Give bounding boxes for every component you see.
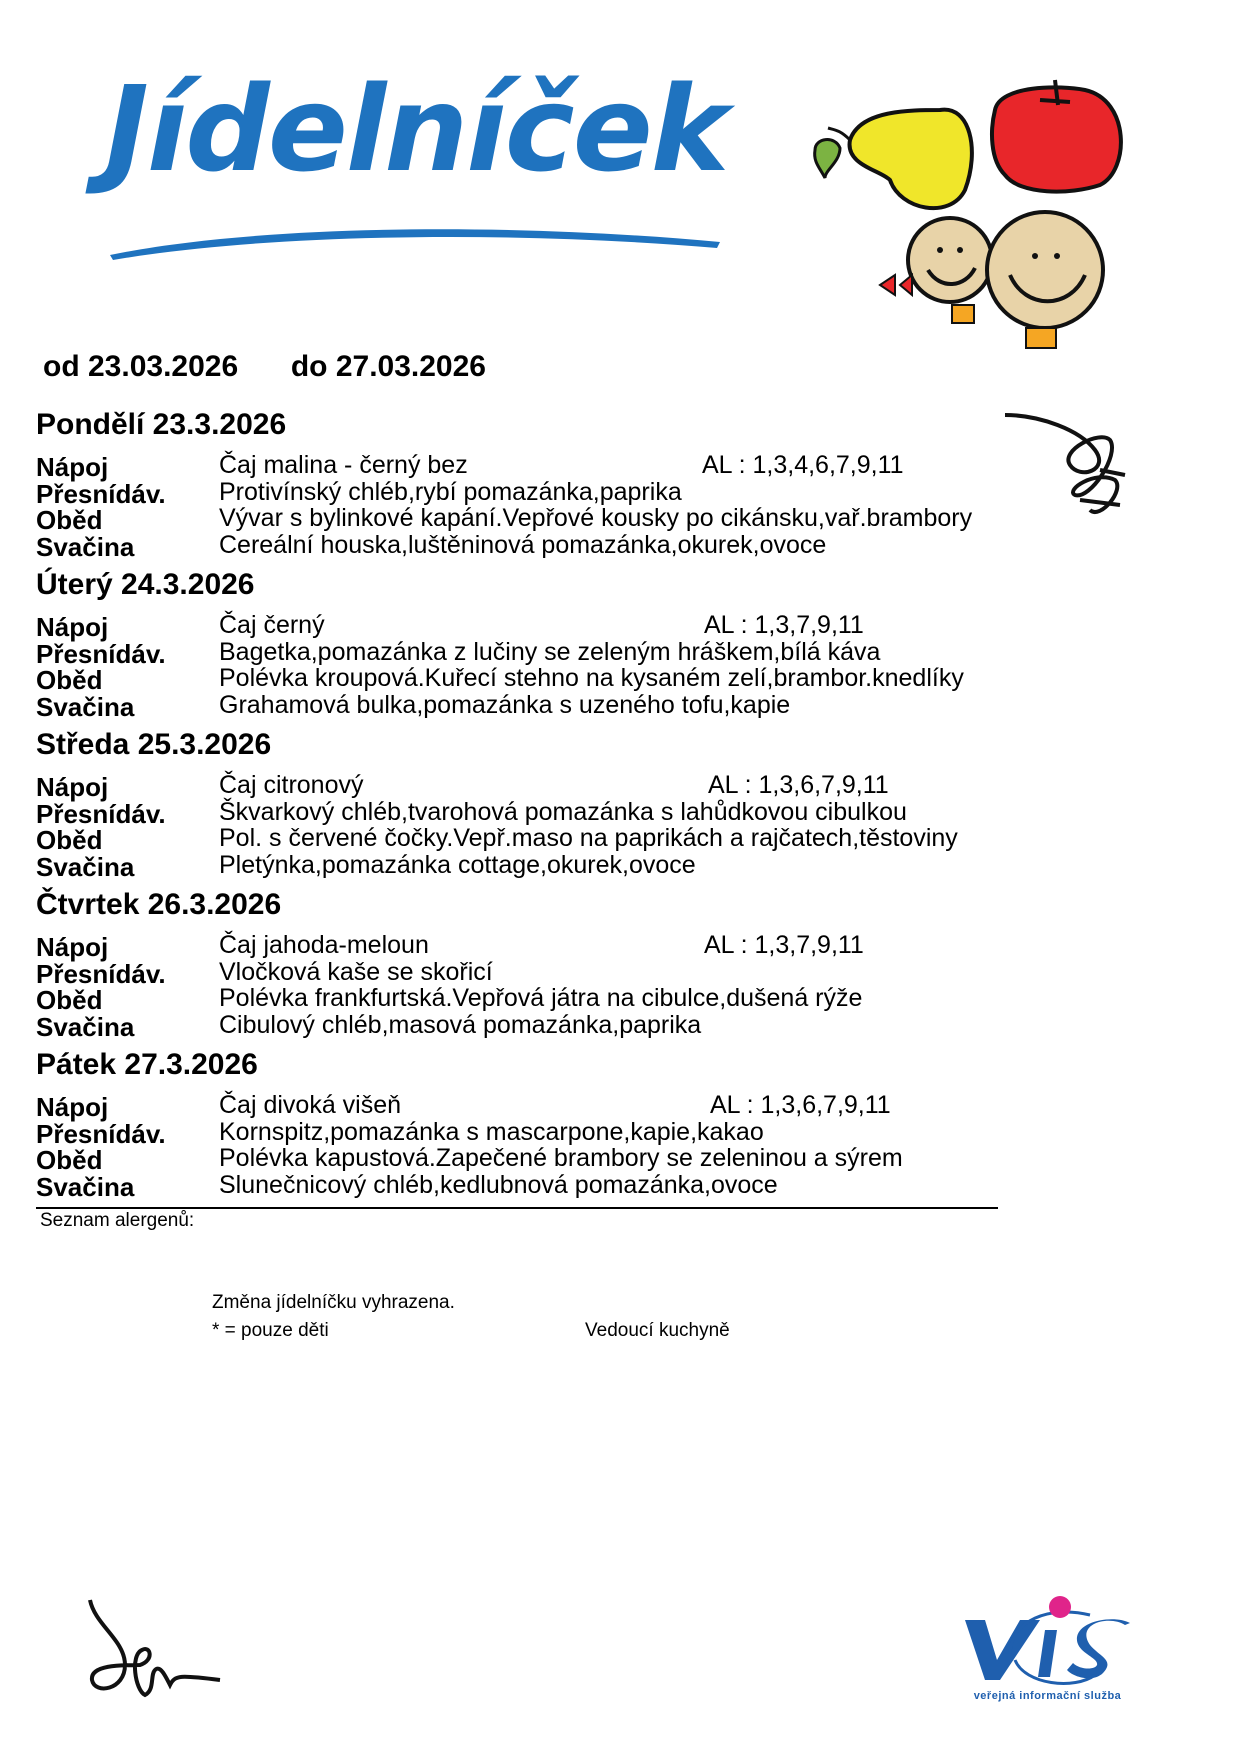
vis-logo [955, 1585, 1140, 1705]
menu-row-drink [36, 771, 1096, 802]
menu-row-snack-morning [36, 477, 1096, 509]
row-label: Svačina [36, 1171, 135, 1202]
menu-period [43, 350, 486, 384]
menu-row-snack-morning [36, 957, 1096, 989]
row-value: Čaj jahoda-meloun [219, 931, 429, 959]
row-label: Oběd [36, 1145, 103, 1175]
row-label: Oběd [36, 985, 103, 1015]
row-value: Polévka kapustová.Zapečené brambory se zeleninou a sýrem [219, 1144, 903, 1172]
menu-row-snack-afternoon [36, 690, 1096, 722]
row-value: Bagetka,pomazánka z lučiny se zeleným hráškem,bílá káva [219, 637, 881, 666]
row-value: Vločková kaše se skořicí [219, 957, 493, 986]
row-value: Čaj divoká višeň [219, 1091, 402, 1119]
row-label: Nápoj [36, 612, 109, 642]
row-label: Svačina [36, 1011, 135, 1042]
row-value: Cereální houska,luštěninová pomazánka,okurek,ovoce [219, 530, 827, 559]
row-label: Nápoj [36, 452, 109, 482]
row-label: Oběd [36, 665, 103, 695]
menu-title: Jídelníček [105, 60, 728, 198]
row-value: Polévka kroupová.Kuřecí stehno na kysaném zelí,brambor.knedlíky [219, 664, 964, 692]
period-from-label: od [43, 350, 80, 383]
row-label: Přesnídáv. [36, 638, 166, 669]
row-label: Svačina [36, 851, 135, 882]
row-label: Přesnídáv. [36, 1118, 166, 1149]
allergens: AL : 1,3,7,9,11 [704, 611, 864, 639]
day-title: Pátek 27.3.2026 [36, 1048, 258, 1081]
row-label: Přesnídáv. [36, 478, 166, 509]
allergen-list-label: Seznam alergenů: [40, 1210, 195, 1231]
row-value: Cibulový chléb,masová pomazánka,paprika [219, 1010, 702, 1039]
row-value: Kornspitz,pomazánka s mascarpone,kapie,kakao [219, 1117, 764, 1146]
menu-row-lunch [36, 824, 1096, 855]
row-label: Přesnídáv. [36, 958, 166, 989]
row-label: Nápoj [36, 772, 109, 802]
allergens: AL : 1,3,7,9,11 [704, 931, 864, 959]
menu-row-snack-afternoon [36, 850, 1096, 882]
row-value: Pletýnka,pomazánka cottage,okurek,ovoce [219, 850, 696, 879]
row-value: Pol. s červené čočky.Vepř.maso na paprikách a rajčatech,těstoviny [219, 824, 958, 852]
row-label: Přesnídáv. [36, 798, 166, 829]
day-section-wednesday [36, 728, 1096, 882]
menu-row-snack-morning [36, 1117, 1096, 1149]
kids-with-fruit-illustration [800, 70, 1140, 380]
allergens: AL : 1,3,6,7,9,11 [710, 1091, 891, 1119]
day-section-thursday [36, 888, 1096, 1042]
menu-row-snack-afternoon [36, 1010, 1096, 1042]
row-label: Svačina [36, 691, 135, 722]
day-section-monday [36, 408, 1096, 562]
menu-row-lunch [36, 1144, 1096, 1175]
title-underline-swoosh [105, 220, 725, 260]
menu-row-lunch [36, 984, 1096, 1015]
kitchen-manager-label: Vedoucí kuchyně [585, 1320, 730, 1341]
change-notice: Změna jídelníčku vyhrazena. [212, 1292, 455, 1313]
row-label: Oběd [36, 825, 103, 855]
menu-bottom-divider [36, 1207, 998, 1209]
vis-logo-caption: veřejná informační služba [973, 1690, 1122, 1702]
signature-bottom [80, 1595, 230, 1705]
menu-row-lunch [36, 504, 1096, 535]
row-value: Čaj černý [219, 611, 325, 639]
period-from-date: 23.03.2026 [88, 350, 239, 383]
day-title: Středa 25.3.2026 [36, 728, 272, 761]
day-title: Čtvrtek 26.3.2026 [36, 888, 282, 921]
menu-row-lunch [36, 664, 1096, 695]
day-section-tuesday [36, 568, 1096, 722]
menu-row-snack-morning [36, 797, 1096, 829]
day-section-friday [36, 1048, 1096, 1202]
day-title: Pondělí 23.3.2026 [36, 408, 287, 441]
row-value: Vývar s bylinkové kapání.Vepřové kousky po cikánsku,vař.brambory [219, 504, 973, 532]
menu-row-snack-afternoon [36, 530, 1096, 562]
allergens: AL : 1,3,4,6,7,9,11 [702, 451, 904, 479]
row-value: Čaj citronový [219, 771, 364, 799]
menu-row-drink [36, 611, 1096, 642]
day-title: Úterý 24.3.2026 [36, 568, 255, 601]
menu-row-drink [36, 451, 1096, 482]
menu-title-logo [105, 60, 728, 270]
allergens: AL : 1,3,6,7,9,11 [708, 771, 889, 799]
row-label: Nápoj [36, 1092, 109, 1122]
children-only-note: * = pouze děti [212, 1320, 329, 1341]
row-label: Oběd [36, 505, 103, 535]
menu-row-snack-morning [36, 637, 1096, 669]
row-label: Svačina [36, 531, 135, 562]
row-value: Polévka frankfurtská.Vepřová játra na cibulce,dušená rýže [219, 984, 863, 1012]
row-value: Čaj malina - černý bez [219, 451, 468, 479]
menu-row-drink [36, 931, 1096, 962]
menu-row-snack-afternoon [36, 1170, 1096, 1202]
row-value: Protivínský chléb,rybí pomazánka,paprika [219, 477, 682, 506]
row-value: Slunečnicový chléb,kedlubnová pomazánka,ovoce [219, 1170, 778, 1199]
row-label: Nápoj [36, 932, 109, 962]
period-to-label: do [290, 350, 328, 383]
row-value: Škvarkový chléb,tvarohová pomazánka s lahůdkovou cibulkou [219, 797, 907, 826]
row-value: Grahamová bulka,pomazánka s uzeného tofu,kapie [219, 690, 791, 719]
menu-row-drink [36, 1091, 1096, 1122]
period-to-date: 27.03.2026 [335, 350, 486, 383]
